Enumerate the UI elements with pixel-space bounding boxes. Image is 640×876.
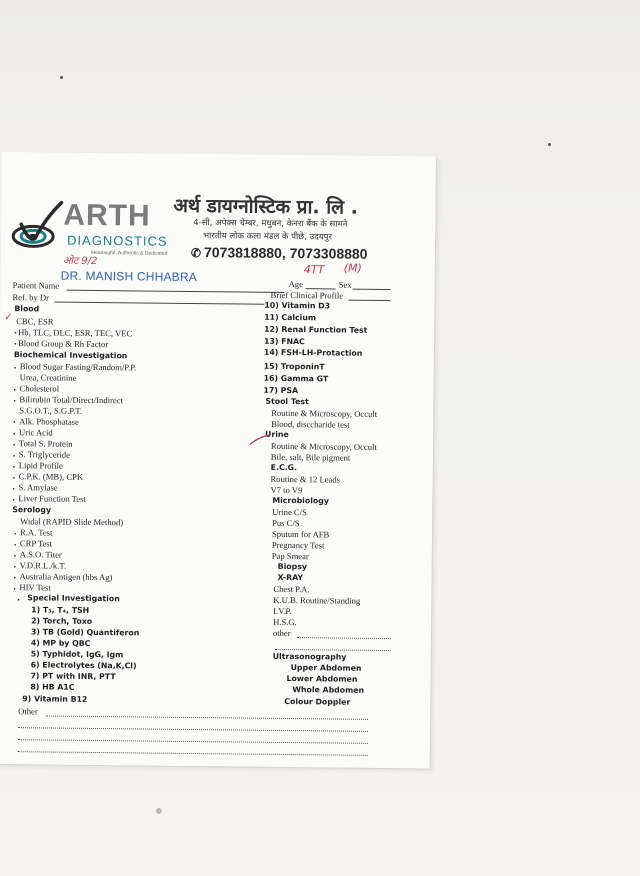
bullet: • [12,474,16,483]
sex-line [353,289,391,290]
handwritten-age: 4TT [303,263,325,277]
other-xray-line [275,649,391,651]
bio-item: Bilirubin Total/Direct/Indirect [19,394,124,406]
bio-item: Lipid Profile [18,460,63,471]
micro-item: Pap Smear [271,550,309,562]
other-label: Other [18,706,38,717]
bullet: • [13,418,16,427]
blood-item: Blood Group & Rh Factor [17,338,109,350]
special-item: 2) Torch, Toxo [31,616,93,626]
tick-mark: ✓ [4,312,13,324]
dust-speck [156,808,162,814]
ref-label: Ref. by Dr [12,292,50,303]
bio-item: Alk. Phosphatase [19,416,79,427]
stool-heading: Stool Test [265,396,309,407]
bullet: • [13,552,17,561]
bio-item: C.P.K. (MB), CPK [18,471,84,482]
other-line [46,715,368,719]
bio-item: Blood Sugar Fasting/Random/P.P. [19,361,137,373]
special-item: 8) HB A1C [30,682,75,692]
bullet: • [12,496,15,505]
brand-tagline: Meaningful, Authentic & Dedicated [90,249,168,257]
ref-line [54,302,264,305]
micro-item: Sputum for AFB [271,528,330,540]
dust-speck [548,143,551,146]
sex-label: Sex [338,279,352,290]
biopsy-heading: Biopsy [277,561,308,572]
special-item: 9) Vitamin B12 [22,694,88,704]
patient-name-label: Patient Name [12,280,60,291]
blood-heading: Blood [14,304,40,314]
right-item: 12) Renal Function Test [264,324,368,335]
bio-item: S. Amylase [18,482,58,493]
other-line [18,751,368,756]
special-heading: Special Investigation [27,593,120,604]
sero-item: A.S.O. Titer [19,549,62,560]
other-line [18,739,368,744]
right-item: 17) PSA [263,385,299,396]
bullet: • [13,541,17,550]
brand-subtitle: DIAGNOSTICS [67,232,168,249]
hindi-company-name: अर्थ डायग्नोस्टिक प्रा. लि . [173,194,359,219]
bio-item: Uric Acid [19,427,53,438]
patient-name-line [67,290,285,293]
right-item: 16) Gamma GT [263,373,329,384]
dust-speck [60,76,63,79]
microbiology-heading: Microbiology [272,495,329,506]
usg-heading: Ultrasonography [272,651,347,662]
bio-item: Urea, Creatinine [19,372,77,383]
ecg-item: Routine & 12 Leads [270,473,341,485]
bio-item: Cholesterol [19,383,60,394]
xray-item: Chest P.A. [273,583,310,595]
ecg-item: V7 to V9 [270,484,303,496]
special-item: 7) PT with INR, PTT [30,671,116,682]
xray-item: I.V.P. [273,605,292,617]
sero-item: V.D.R.L./k.T. [19,560,67,571]
other-xray-line [297,637,391,639]
address-line-1: 4-सी, अपेक्स चेम्बर, मधुबन, केनरा बैंक के सामने [193,218,348,230]
right-item: 11) Calcium [264,312,317,323]
brief-profile-label: Brief Clinical Profile [270,289,344,301]
micro-item: Pus C/S [272,517,300,529]
arth-logo-icon [11,198,68,251]
right-item: 10) Vitamin D3 [264,300,331,311]
special-item: 4) MP by QBC [30,638,91,648]
bio-item: S. Triglyceride [18,449,70,460]
xray-heading: X-RAY [277,572,304,583]
pen-stroke-icon [249,433,271,447]
bullet: • [12,463,16,472]
bullet: • [13,397,16,406]
brief-profile-line [348,300,390,301]
special-item: 1) T₃, T₄, TSH [31,605,90,615]
age-label: Age [288,279,304,290]
bullet: • [13,585,16,594]
blood-item: Hb, TLC, DLC, ESR, TEC, VEC [18,327,133,339]
sero-item: Widal (RAPID Slide Method) [20,516,124,528]
sero-item: R.A. Test [19,527,53,538]
phone-text: 7073818880, 7073308880 [203,244,368,262]
serology-heading: Serology [12,505,52,515]
bullet: • [12,452,16,461]
special-item: 5) Typhidot, IgG, Igm [30,649,124,660]
bullet: • [13,430,16,439]
bio-item: S.G.O.T., S.G.P.T. [19,405,83,416]
phone-numbers [191,244,368,262]
other-line [18,727,368,732]
address-line-2: भारतीय लोक कला मंडल के पीछे, उदयपुर [203,231,333,243]
ecg-heading: E.C.G. [270,462,298,473]
right-item: 13) FNAC [263,336,305,347]
handwritten-scribble: ओट 9/2 [62,255,98,268]
bio-item: Liver Function Test [18,493,86,504]
bullet: • [13,340,17,349]
bullet: • [12,485,15,494]
usg-item: Whole Abdomen [292,685,365,695]
bio-item: Total S. Protein [18,438,73,449]
sero-item: Australia Antigen (hbs Ag) [19,571,113,583]
test-requisition-form [0,152,436,769]
brand-name: ARTH [63,198,151,233]
bullet: • [14,329,17,338]
bullet: • [17,596,20,605]
micro-item: Pregnancy Test [271,539,325,551]
urine-item: Routine & Microscopy, Occult [270,440,377,452]
special-item: 3) TB (Gold) Quantiferon [30,627,140,638]
right-item: 15) TroponinT [263,361,325,372]
micro-item: Urine C/S [272,506,307,518]
xray-item: other [272,627,291,639]
bullet: • [13,563,17,572]
special-item: 6) Electrolytes (Na,K,Cl) [30,660,137,671]
phone-icon: ✆ [190,245,202,261]
urine-item: Bile, salt, Bile pigment [270,451,351,463]
xray-item: K.U.B. Routine/Standing [273,594,361,606]
right-item: 14) FSH-LH-Protaction [263,347,363,358]
doppler-label: Colour Doppler [284,696,351,707]
xray-item: H.S.G. [273,616,297,628]
bullet: • [13,530,17,539]
sero-item: HIV Test [19,582,51,593]
bullet: • [13,574,17,583]
urine-heading: Urine [265,429,289,440]
stool-item: Routine & Microscopy, Occult [271,407,378,419]
doctor-stamp: DR. MANISH CHHABRA [60,268,198,285]
usg-item: Lower Abdomen [286,674,358,684]
bullet: • [13,386,17,395]
sero-item: CRP Test [19,538,53,549]
stool-item: Blood, disccharide test [271,418,350,430]
bullet: • [13,364,17,373]
blood-item: CBC, ESR [16,316,54,327]
usg-item: Upper Abdomen [290,663,362,673]
biochemical-heading: Biochemical Investigation [13,350,128,361]
bullet: • [12,441,16,450]
handwritten-sex: (M) [343,261,362,275]
